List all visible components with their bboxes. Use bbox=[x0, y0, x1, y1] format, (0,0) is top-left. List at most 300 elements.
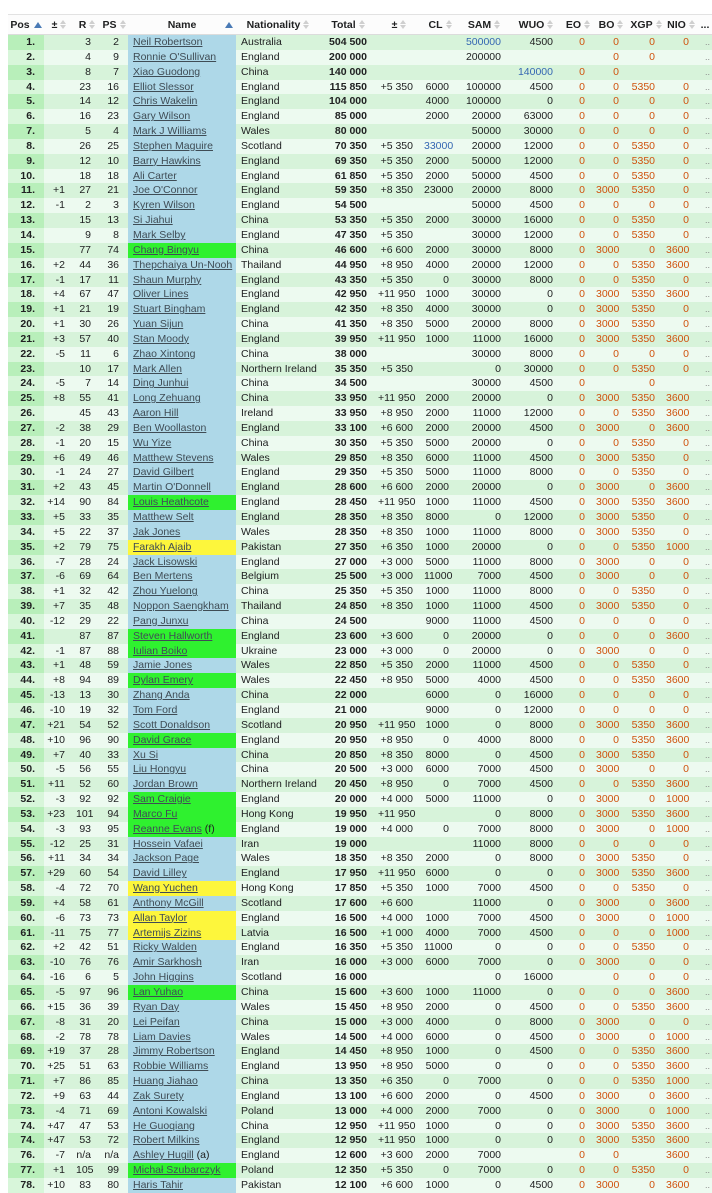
player-link[interactable]: Ryan Day bbox=[133, 1000, 180, 1013]
cell-total: 22 000 bbox=[320, 688, 376, 703]
col-header-eo[interactable] bbox=[562, 15, 594, 35]
cell-bo: 0 bbox=[594, 614, 628, 629]
player-link[interactable]: Thepchaiya Un-Nooh bbox=[133, 258, 233, 271]
cell-player-name bbox=[128, 822, 236, 837]
table-row bbox=[8, 540, 712, 555]
player-suffix: (f) bbox=[201, 822, 215, 835]
cell-change: -1 bbox=[44, 198, 74, 213]
cell-nationality: Pakistan bbox=[236, 540, 320, 555]
cell-pos: 30. bbox=[8, 465, 44, 480]
cell-nio: 0 bbox=[664, 198, 698, 213]
cell-cl: 5000 bbox=[422, 436, 458, 451]
cell-total: 20 450 bbox=[320, 777, 376, 792]
cell-ps: 16 bbox=[100, 80, 128, 95]
player-link[interactable]: Wu Yize bbox=[133, 436, 172, 449]
cell-total: 43 350 bbox=[320, 273, 376, 288]
col-label-diff: ± bbox=[391, 18, 398, 31]
player-link[interactable]: Pang Junxu bbox=[133, 614, 189, 627]
player-link[interactable]: Si Jiahui bbox=[133, 214, 173, 227]
cell-pos: 2. bbox=[8, 50, 44, 65]
player-link[interactable]: Michał Szubarczyk bbox=[133, 1164, 221, 1177]
cell-eo: 0 bbox=[562, 1074, 594, 1089]
cell-wuo: 4500 bbox=[510, 614, 562, 629]
cell-cl: 2000 bbox=[422, 1000, 458, 1015]
cell-change: +10 bbox=[44, 733, 74, 748]
cell-nationality: Scotland bbox=[236, 970, 320, 985]
player-link[interactable]: Xiao Guodong bbox=[133, 65, 201, 78]
cell-nio: 3600 bbox=[664, 1178, 698, 1193]
cell-sam: 20000 bbox=[458, 258, 510, 273]
col-label-sam: SAM bbox=[467, 18, 492, 31]
cell-cl bbox=[422, 896, 458, 911]
player-link[interactable]: John Higgins bbox=[133, 971, 194, 984]
cell-player-name bbox=[128, 1119, 236, 1134]
player-link[interactable]: Noppon Saengkham bbox=[133, 600, 229, 613]
cell-sam: 30000 bbox=[458, 243, 510, 258]
cell-xgp: 5350 bbox=[628, 436, 664, 451]
table-row bbox=[8, 911, 712, 926]
cell-sam: 7000 bbox=[458, 762, 510, 777]
cell-ps: 15 bbox=[100, 436, 128, 451]
cell-player-name bbox=[128, 376, 236, 391]
cell-player-name bbox=[128, 777, 236, 792]
cell-nationality: Wales bbox=[236, 1000, 320, 1015]
table-row bbox=[8, 555, 712, 570]
cell-xgp: 0 bbox=[628, 644, 664, 659]
player-link[interactable]: Huang Jiahao bbox=[133, 1075, 198, 1088]
player-link[interactable]: Dylan Emery bbox=[133, 674, 194, 687]
col-header-ps[interactable] bbox=[100, 15, 128, 35]
player-link[interactable]: Matthew Stevens bbox=[133, 451, 214, 464]
col-label-cl: CL bbox=[428, 18, 443, 31]
cell-change: +10 bbox=[44, 1178, 74, 1193]
cell-cl: 2000 bbox=[422, 851, 458, 866]
cell-cl: 4000 bbox=[422, 258, 458, 273]
player-link[interactable]: Stephen Maguire bbox=[133, 139, 213, 152]
player-link[interactable]: David Grace bbox=[133, 733, 192, 746]
player-link[interactable]: Ben Mertens bbox=[133, 570, 193, 583]
cell-ps: 88 bbox=[100, 644, 128, 659]
cell-eo: 0 bbox=[562, 955, 594, 970]
table-row bbox=[8, 866, 712, 881]
player-link[interactable]: David Lilley bbox=[133, 867, 187, 880]
cell-r: 23 bbox=[74, 80, 100, 95]
wuo-points-link[interactable]: 140000 bbox=[517, 65, 553, 78]
player-link[interactable]: Zhang Anda bbox=[133, 689, 190, 702]
cell-points-change: +8 950 bbox=[376, 258, 422, 273]
col-header-total[interactable] bbox=[320, 15, 376, 35]
cell-total: 80 000 bbox=[320, 124, 376, 139]
player-link[interactable]: Ali Carter bbox=[133, 169, 177, 182]
cell-nationality: Wales bbox=[236, 851, 320, 866]
player-link[interactable]: Shaun Murphy bbox=[133, 273, 202, 286]
cell-nationality: England bbox=[236, 169, 320, 184]
player-link[interactable]: Stuart Bingham bbox=[133, 303, 206, 316]
table-row bbox=[8, 718, 712, 733]
cell-pos: 33. bbox=[8, 510, 44, 525]
col-header-bo[interactable] bbox=[594, 15, 628, 35]
cell-total: 20 500 bbox=[320, 762, 376, 777]
cell-player-name bbox=[128, 569, 236, 584]
player-link[interactable]: He Guoqiang bbox=[133, 1119, 195, 1132]
player-link[interactable]: Gary Wilson bbox=[133, 110, 191, 123]
cell-cl[interactable] bbox=[422, 139, 458, 154]
col-header-pos[interactable] bbox=[8, 15, 44, 35]
cell-total: 53 350 bbox=[320, 213, 376, 228]
cell-cl: 1000 bbox=[422, 1133, 458, 1148]
cell-change: +4 bbox=[44, 287, 74, 302]
cell-total: 115 850 bbox=[320, 80, 376, 95]
cell-ps: 72 bbox=[100, 1133, 128, 1148]
cell-nationality: Poland bbox=[236, 1104, 320, 1119]
cell-ps: 2 bbox=[100, 35, 128, 50]
sam-points-link[interactable]: 500000 bbox=[465, 36, 501, 48]
cell-pos: 28. bbox=[8, 436, 44, 451]
player-link[interactable]: Hossein Vafaei bbox=[133, 837, 203, 850]
cell-sam: 0 bbox=[458, 851, 510, 866]
player-link[interactable]: Chris Wakelin bbox=[133, 95, 198, 108]
cell-xgp: 0 bbox=[628, 985, 664, 1000]
cell-nationality: Belgium bbox=[236, 569, 320, 584]
cell-sam: 50000 bbox=[458, 198, 510, 213]
cell-wuo: 4500 bbox=[510, 673, 562, 688]
cell-change: -16 bbox=[44, 970, 74, 985]
player-link[interactable]: Farakh Ajaib bbox=[133, 540, 192, 553]
cell-xgp: 0 bbox=[628, 109, 664, 124]
player-link[interactable]: Martin O'Donnell bbox=[133, 481, 211, 494]
cl-points-link[interactable]: 33000 bbox=[424, 139, 454, 152]
cell-sam[interactable] bbox=[458, 35, 510, 50]
cell-change bbox=[44, 154, 74, 169]
cell-ps: 18 bbox=[100, 169, 128, 184]
cell-r: 40 bbox=[74, 748, 100, 763]
cell-wuo: 8000 bbox=[510, 1015, 562, 1030]
player-link[interactable]: Neil Robertson bbox=[133, 36, 203, 48]
cell-pos: 1. bbox=[8, 35, 44, 50]
cell-bo: 3000 bbox=[594, 287, 628, 302]
player-link[interactable]: Lan Yuhao bbox=[133, 986, 184, 998]
cell-ps: 31 bbox=[100, 837, 128, 852]
player-link[interactable]: Barry Hawkins bbox=[133, 154, 201, 167]
cell-nio: 1000 bbox=[664, 1030, 698, 1045]
cell-pos: 18. bbox=[8, 287, 44, 302]
cell-pos: 50. bbox=[8, 762, 44, 777]
cell-player-name bbox=[128, 673, 236, 688]
cell-overflow: .. bbox=[698, 673, 712, 688]
cell-sam: 7000 bbox=[458, 1163, 510, 1178]
cell-total: 34 500 bbox=[320, 376, 376, 391]
cell-player-name bbox=[128, 658, 236, 673]
table-row bbox=[8, 569, 712, 584]
player-link[interactable]: Amir Sarkhosh bbox=[133, 956, 202, 969]
cell-sam: 11000 bbox=[458, 658, 510, 673]
cell-points-change: +6 600 bbox=[376, 1089, 422, 1104]
cell-pos: 5. bbox=[8, 94, 44, 109]
cell-xgp: 5350 bbox=[628, 1119, 664, 1134]
cell-player-name bbox=[128, 911, 236, 926]
cell-eo: 0 bbox=[562, 495, 594, 510]
sort-icon bbox=[584, 20, 590, 29]
cell-points-change: +5 350 bbox=[376, 139, 422, 154]
cell-nationality: China bbox=[236, 688, 320, 703]
sort-icon bbox=[617, 20, 623, 29]
player-link[interactable]: Haris Tahir bbox=[133, 1178, 183, 1191]
cell-pos: 38. bbox=[8, 584, 44, 599]
cell-r: 94 bbox=[74, 673, 100, 688]
player-link[interactable]: Liu Hongyu bbox=[133, 763, 187, 776]
cell-eo: 0 bbox=[562, 703, 594, 718]
cell-xgp: 0 bbox=[628, 480, 664, 495]
col-header-chg[interactable] bbox=[44, 15, 74, 35]
cell-points-change: +5 350 bbox=[376, 881, 422, 896]
player-link[interactable]: Wang Yuchen bbox=[133, 882, 198, 895]
col-header-more[interactable] bbox=[698, 15, 712, 35]
player-link[interactable]: Jak Jones bbox=[133, 525, 181, 538]
player-link[interactable]: Lei Peifan bbox=[133, 1015, 180, 1028]
cell-sam: 7000 bbox=[458, 777, 510, 792]
cell-total: 17 850 bbox=[320, 881, 376, 896]
cell-wuo[interactable] bbox=[510, 65, 562, 80]
player-link[interactable]: Robbie Williams bbox=[133, 1060, 209, 1073]
cell-pos: 9. bbox=[8, 154, 44, 169]
cell-wuo: 8000 bbox=[510, 851, 562, 866]
cell-r: 16 bbox=[74, 109, 100, 124]
cell-eo: 0 bbox=[562, 1089, 594, 1104]
cell-wuo: 0 bbox=[510, 1163, 562, 1178]
cell-overflow: .. bbox=[698, 762, 712, 777]
cell-wuo: 0 bbox=[510, 955, 562, 970]
cell-sam: 30000 bbox=[458, 287, 510, 302]
cell-eo: 0 bbox=[562, 317, 594, 332]
cell-nationality: Poland bbox=[236, 1163, 320, 1178]
cell-overflow: .. bbox=[698, 911, 712, 926]
cell-r: 42 bbox=[74, 940, 100, 955]
player-link[interactable]: Anthony McGill bbox=[133, 896, 204, 909]
cell-sam: 7000 bbox=[458, 822, 510, 837]
player-link[interactable]: Artemijs Zizins bbox=[133, 926, 202, 939]
player-link[interactable]: Scott Donaldson bbox=[133, 718, 211, 731]
cell-pos: 74. bbox=[8, 1133, 44, 1148]
col-header-nat[interactable] bbox=[236, 15, 320, 35]
player-link[interactable]: Elliot Slessor bbox=[133, 80, 194, 93]
player-link[interactable]: Kyren Wilson bbox=[133, 199, 195, 212]
cell-eo: 0 bbox=[562, 169, 594, 184]
cell-eo: 0 bbox=[562, 525, 594, 540]
col-header-diff[interactable] bbox=[376, 15, 422, 35]
cell-xgp: 0 bbox=[628, 50, 664, 65]
player-link[interactable]: Zak Surety bbox=[133, 1089, 184, 1102]
player-link[interactable]: Robert Milkins bbox=[133, 1134, 200, 1147]
player-link[interactable]: Matthew Selt bbox=[133, 511, 194, 523]
cell-points-change: +6 350 bbox=[376, 1074, 422, 1089]
cell-overflow: .. bbox=[698, 228, 712, 243]
cell-wuo: 8000 bbox=[510, 465, 562, 480]
player-link[interactable]: Long Zehuang bbox=[133, 392, 201, 405]
player-link[interactable]: Ding Junhui bbox=[133, 377, 189, 390]
cell-cl: 2000 bbox=[422, 154, 458, 169]
cell-bo: 0 bbox=[594, 777, 628, 792]
cell-wuo: 4500 bbox=[510, 911, 562, 926]
player-link[interactable]: Allan Taylor bbox=[133, 911, 188, 924]
cell-nationality: England bbox=[236, 273, 320, 288]
player-link[interactable]: Liam Davies bbox=[133, 1030, 191, 1043]
player-link[interactable]: Joe O'Connor bbox=[133, 184, 198, 197]
cell-overflow: .. bbox=[698, 287, 712, 302]
cell-pos: 54. bbox=[8, 822, 44, 837]
cell-points-change: +11 950 bbox=[376, 287, 422, 302]
cell-xgp: 5350 bbox=[628, 673, 664, 688]
cell-player-name bbox=[128, 762, 236, 777]
player-link[interactable]: Xu Si bbox=[133, 748, 159, 761]
cell-xgp: 0 bbox=[628, 955, 664, 970]
cell-nationality: England bbox=[236, 629, 320, 644]
cell-pos: 44. bbox=[8, 673, 44, 688]
player-link[interactable]: Chang Bingyu bbox=[133, 243, 199, 256]
player-link[interactable]: Reanne Evans bbox=[133, 822, 202, 835]
cell-cl: 6000 bbox=[422, 866, 458, 881]
player-link[interactable]: Mark Selby bbox=[133, 228, 186, 241]
cell-sam: 0 bbox=[458, 1030, 510, 1045]
col-header-r[interactable] bbox=[74, 15, 100, 35]
player-link[interactable]: Jordan Brown bbox=[133, 778, 198, 791]
col-header-sam[interactable] bbox=[458, 15, 510, 35]
cell-xgp: 0 bbox=[628, 629, 664, 644]
player-link[interactable]: Stan Moody bbox=[133, 332, 190, 345]
table-row bbox=[8, 688, 712, 703]
cell-cl: 1000 bbox=[422, 525, 458, 540]
cell-pos: 66. bbox=[8, 1000, 44, 1015]
col-header-wuo[interactable] bbox=[510, 15, 562, 35]
table-row bbox=[8, 807, 712, 822]
cell-change: +8 bbox=[44, 391, 74, 406]
player-link[interactable]: Aaron Hill bbox=[133, 407, 179, 420]
cell-bo: 0 bbox=[594, 881, 628, 896]
player-link[interactable]: Tom Ford bbox=[133, 703, 178, 716]
cell-nio: 1000 bbox=[664, 1074, 698, 1089]
cell-nationality: China bbox=[236, 1119, 320, 1134]
cell-points-change: +8 950 bbox=[376, 777, 422, 792]
cell-overflow: .. bbox=[698, 302, 712, 317]
player-link[interactable]: Zhao Xintong bbox=[133, 347, 196, 360]
player-link[interactable]: Marco Fu bbox=[133, 807, 178, 820]
player-link[interactable]: Jack Lisowski bbox=[133, 555, 198, 568]
cell-change: -2 bbox=[44, 1030, 74, 1045]
col-header-nio[interactable] bbox=[664, 15, 698, 35]
player-link[interactable]: David Gilbert bbox=[133, 466, 194, 479]
player-link[interactable]: Oliver Lines bbox=[133, 288, 189, 301]
cell-change: +11 bbox=[44, 851, 74, 866]
player-link[interactable]: Mark Allen bbox=[133, 362, 183, 375]
cell-nio: 0 bbox=[664, 35, 698, 50]
cell-wuo: 8000 bbox=[510, 273, 562, 288]
cell-sam: 11000 bbox=[458, 599, 510, 614]
cell-bo: 0 bbox=[594, 1163, 628, 1178]
cell-change: -10 bbox=[44, 703, 74, 718]
cell-ps: 46 bbox=[100, 451, 128, 466]
cell-change: +2 bbox=[44, 480, 74, 495]
table-row bbox=[8, 940, 712, 955]
cell-change: -1 bbox=[44, 465, 74, 480]
cell-nio: 3600 bbox=[664, 777, 698, 792]
cell-sam: 11000 bbox=[458, 985, 510, 1000]
cell-bo: 0 bbox=[594, 1148, 628, 1163]
cell-wuo: 8000 bbox=[510, 555, 562, 570]
table-row bbox=[8, 154, 712, 169]
cell-r: 77 bbox=[74, 243, 100, 258]
cell-nio: 3600 bbox=[664, 733, 698, 748]
player-link[interactable]: Iulian Boiko bbox=[133, 644, 188, 657]
player-link[interactable]: Yuan Sijun bbox=[133, 318, 184, 331]
col-label-bo: BO bbox=[598, 18, 615, 31]
col-header-cl[interactable] bbox=[422, 15, 458, 35]
cell-r: 57 bbox=[74, 332, 100, 347]
cell-ps: 7 bbox=[100, 65, 128, 80]
cell-total: 22 450 bbox=[320, 673, 376, 688]
cell-change: -12 bbox=[44, 837, 74, 852]
table-row bbox=[8, 926, 712, 941]
player-link[interactable]: Jimmy Robertson bbox=[133, 1045, 215, 1058]
cell-total: 16 350 bbox=[320, 940, 376, 955]
cell-overflow: .. bbox=[698, 1089, 712, 1104]
table-row bbox=[8, 881, 712, 896]
cell-nationality: Iran bbox=[236, 955, 320, 970]
player-link[interactable]: Mark J Williams bbox=[133, 125, 207, 138]
cell-total: 85 000 bbox=[320, 109, 376, 124]
cell-nio: 0 bbox=[664, 644, 698, 659]
cell-xgp: 5350 bbox=[628, 510, 664, 525]
player-link[interactable]: Ricky Walden bbox=[133, 941, 197, 954]
cell-player-name bbox=[128, 851, 236, 866]
cell-ps: 45 bbox=[100, 480, 128, 495]
cell-cl: 1000 bbox=[422, 911, 458, 926]
cell-player-name bbox=[128, 1000, 236, 1015]
player-link[interactable]: Antoni Kowalski bbox=[133, 1104, 208, 1117]
col-header-xgp[interactable] bbox=[628, 15, 664, 35]
cell-r: 20 bbox=[74, 436, 100, 451]
col-header-name[interactable] bbox=[128, 15, 236, 35]
cell-wuo: 0 bbox=[510, 644, 562, 659]
cell-player-name bbox=[128, 1074, 236, 1089]
cell-overflow: .. bbox=[698, 451, 712, 466]
cell-pos: 25. bbox=[8, 391, 44, 406]
player-link[interactable]: Ronnie O'Sullivan bbox=[133, 50, 217, 63]
cell-points-change: +8 350 bbox=[376, 510, 422, 525]
cell-nio: 0 bbox=[664, 851, 698, 866]
cell-r: 86 bbox=[74, 1074, 100, 1089]
cell-wuo: 63000 bbox=[510, 109, 562, 124]
cell-xgp: 5350 bbox=[628, 228, 664, 243]
cell-points-change: +4 000 bbox=[376, 1104, 422, 1119]
cell-bo: 0 bbox=[594, 362, 628, 377]
player-link[interactable]: Ben Woollaston bbox=[133, 421, 207, 434]
player-link[interactable]: Ashley Hugill bbox=[133, 1149, 194, 1162]
player-link[interactable]: Jamie Jones bbox=[133, 659, 192, 672]
cell-sam: 0 bbox=[458, 1133, 510, 1148]
cell-points-change: +5 350 bbox=[376, 273, 422, 288]
cell-change: +15 bbox=[44, 1000, 74, 1015]
player-link[interactable]: Jackson Page bbox=[133, 852, 199, 865]
cell-cl: 6000 bbox=[422, 451, 458, 466]
cell-player-name bbox=[128, 65, 236, 80]
cell-eo: 0 bbox=[562, 1030, 594, 1045]
cell-overflow: .. bbox=[698, 362, 712, 377]
player-link[interactable]: Steven Hallworth bbox=[133, 629, 213, 642]
player-link[interactable]: Sam Craigie bbox=[133, 793, 191, 806]
player-link[interactable]: Louis Heathcote bbox=[133, 496, 209, 509]
cell-nationality: England bbox=[236, 792, 320, 807]
player-link[interactable]: Zhou Yuelong bbox=[133, 585, 198, 598]
cell-cl: 2000 bbox=[422, 243, 458, 258]
